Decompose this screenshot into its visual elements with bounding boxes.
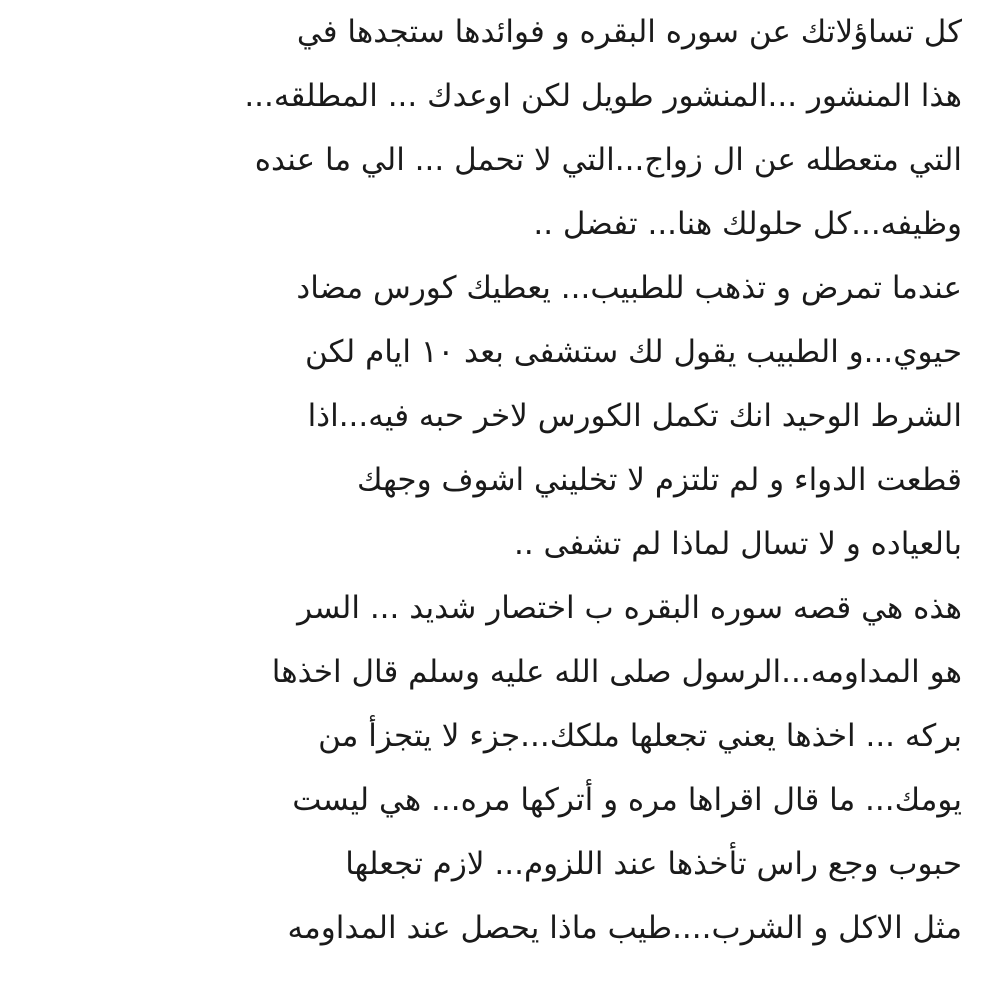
post-line: يومك... ما قال اقراها مره و أتركها مره... هي ليست	[292, 782, 962, 818]
post-line: هذه هي قصه سوره البقره ب اختصار شديد ... السر	[297, 590, 962, 626]
post-line: حبوب وجع راس تأخذها عند اللزوم... لازم تجعلها	[345, 846, 962, 882]
post-line: هذا المنشور ...المنشور طويل لكن اوعدك ... المطلقه...	[244, 78, 962, 114]
post-line: كل تساؤلاتك عن سوره البقره و فوائدها ستجدها في	[296, 14, 962, 50]
post-line: وظيفه...كل حلولك هنا... تفضل ..	[533, 206, 962, 242]
post-body	[162, 0, 962, 960]
post-line: بالعياده و لا تسال لماذا لم تشفى ..	[513, 526, 962, 562]
post-line: قطعت الدواء و لم تلتزم لا تخليني اشوف وجهك	[357, 462, 962, 498]
post-line: الشرط الوحيد انك تكمل الكورس لاخر حبه فيه...اذا	[307, 398, 962, 434]
post-line: التي متعطله عن ال زواج...التي لا تحمل ... الي ما عنده	[254, 142, 962, 178]
post-line: مثل الاكل و الشرب....طيب ماذا يحصل عند المداومه	[287, 910, 962, 946]
post-line: عندما تمرض و تذهب للطبيب... يعطيك كورس مضاد	[296, 270, 962, 306]
post-line: بركه ... اخذها يعني تجعلها ملكك...جزء لا يتجزأ من	[318, 718, 962, 754]
post-line: هو المداومه...الرسول صلى الله عليه وسلم قال اخذها	[271, 654, 962, 690]
post-line: حيوي...و الطبيب يقول لك ستشفى بعد ١٠ ايام لكن	[305, 334, 962, 370]
